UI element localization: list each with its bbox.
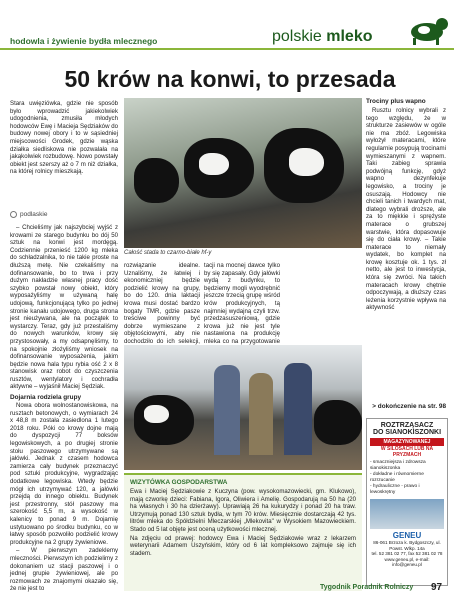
article-column-3: tacji na mocnej dawce tylko by się zapasały. Gdy jałówki wydą z budynku, to będziemy mogli wyodrębnić jeszcze trzecią grupę wśród krów produkcyjnych, tą najmniej wydajną czyli trzw. przedzasuszeniową, gdzie krowa już nie jest tyle nastawiona na produkcję mleka co na przygotowanie xyxy=(204,262,280,345)
continued-note: > dokończenie na str. 98 xyxy=(372,403,446,410)
header-rule xyxy=(0,48,454,50)
farm-profile-box: WIZYTÓWKA GOSPODARSTWA Ewa i Maciej Sędziakowie z Kuczyna (pow. wysokomazowiecki, gm. Klukowo), mają czworkę dzieci: Fabiana, Igora, Oliwiera i Amelię. Gospodarują na 50 ha (20 ha własnych i 30 ha dzierżawy). Uprawiają 26 ha kukurydzy i ponad 20 ha traw. Utrzymują ponad 130 sztuk bydła, w tym 70 krów. Miesięcznie dostarczają 42 tys. litrów mleka do Spółdzielni Mleczarskiej „Mlekovita" w Wysokiem Mazowieckiem. Stado od 5 lat objęte jest oceną użytkowości mlecznej. Na zdjęciu od prawej: hodowcy Ewa i Maciej Sędziakowie wraz z lekarzem weterynarii Adamem Uszyńskim, który od 6 lat kompleksowo zajmuje się ich stadem. xyxy=(124,473,362,591)
magazine-brand: polskie mleko xyxy=(272,28,373,45)
sidebar-column: Trociny plus wapno Rusztu rolnicy wybrali z tego względu, że w strukturze zasiewów w ogóle nie ma zbóż. Legowiska wyłożył materacami, które regularnie posypują trocinami wymieszanymi z wapnem. Taki zabieg sprawia podwójną funkcję, gdyż wapno dezynfekuje legowisko, a trociny je osuszają. Hodowcy nie chcieli tanich i twardych mat, dlatego wybrali droższe, ale za to miękkie i sprężyste materace o grubszej warstwie, która dopasowuje się do ciała krowy. – Takie materace to niemały wydatek, bo komplet na krowę kosztuje ok. 1 tys. zł netto, ale jest to inwestycja, która się zwróci. Na takich materacach krowy chętnie odpoczywają, a dłuższy czas leżenia korzystnie wpływa na aktywność xyxy=(366,98,446,312)
article-lead: Stara uwięziówka, gdzie nie sposób było wprowadzić jakiekolwiek udogodnienia, zmusiła młodych hodowców Ewę i Macieja Sędziaków do budowy nowej obory i to w sąsiedniej miejscowości Grodek, gdzie wąska działka siedliskowa nie pozwalała na jakąkolwiek rozbudowę. Nowo powstały obiekt jest szerszy aż o 7 m niż działka, na której rolnicy mieszkają. xyxy=(10,100,118,176)
cow-icon xyxy=(400,10,450,46)
location-pin-icon xyxy=(10,211,17,218)
farm-profile-heading: WIZYTÓWKA GOSPODARSTWA xyxy=(130,479,228,486)
ad-feature-list: - smaczniejsza i zdrowsza sianokiszonka - dokładne i równomierne rozrzucanie - hydrauliczne - prawo i lewoskrętny xyxy=(370,460,426,495)
photo-caption: Całość stada to czarno-białe hf-y xyxy=(124,250,212,256)
barn-cows-photo xyxy=(124,98,362,248)
machine-photo xyxy=(370,499,444,529)
article-column-1: – Chcieliśmy jak najszybciej wyjść z krowami ze starego budynku bo dój 50 sztuk na konwi jest mordęgą. Codziennie przenieść 1200 kg mleka do schładzalnika, to nie takie proste na dłuższą metę. Nie czekaliśmy na dofinansowanie, bo to trwa i przy dużym nakładzie własnej pracy dość szybko powstał nowy obiekt, który wyposażyliśmy w używaną halę udojową, funkcjonującą tylko po jednej stronie kanału udojowego, druga strona jest nieużywana, ale na początek to wystarczy. Teraz, gdy już przestaliśmy do nowych warunków, krowy się przystosowały, a my odsapnęliśmy, to na spokojnie złożyliśmy wniosek na dofinansowanie wyposażenia, jakim będzie nowa hala typu rybia ość 2 x 8 stanowisk oraz robot do czyszczenia rusztów, wentylatory i cochradła aktywne – wyjaśnił Maciej Sędziak. Dojarnia rodziela grupy Nowa obora wolnostanowiskowa, na rusztach betonowych, o wymiarach 24 x 48,8 m została zasiedlona 1 lutego 2018 roku. Póki co krowy dojne mają do dyspozycji 77 boksów legowiskowych, a po drugiej stronie stołu paszowego utrzymywane są jałówki. Jednak z czasem hodowca zamierza cały budynek przeznaczyć pod sztuki produkcyjne, wygradzając dodatkowe legowiska. Wtedy będzie mógł ich utrzymywać 120, a jałówki przejdą do innego obiektu. Budynek jest przestronny, stół paszowy ma szerokość 5,5 m, a wysokość w kalenicy to ponad 9 m. Dojarnię ustytuowano po środku budynku, co w łatwy sposób pozwoliło podzielić krowy produkcyjne na 2 grupy żywieniowe. – W pierwszym zadeklemy mleczności. Pierwszym ich podzielimy z dokonaniem uz stacji paszowej i o jednej grupie żywieniowej, ale po rozmowach ze znajomymi okazało się, że nie jest to xyxy=(10,224,118,593)
section-label: hodowla i żywienie bydła mlecznego xyxy=(10,36,158,46)
ad-brand: GENEU xyxy=(392,531,422,540)
advertisement[interactable]: ROZTRZĄSACZ DO SIANOKISZONKI MAGAZYNOWANEJ W SILOSACH LUB NA PRYZMACH - smaczniejsza i zdrowsza sianokiszonka - dokładne i równomierne rozrzucanie - hydrauliczne - prawo i lewoskrętny GENEU 86-061 Brzoza k. Bydgoszczy, ul. Powst. Wlkp. 14a tel. 52 381 02 77, fax 52 381 02 78 www.geneu.pl, e-mail: info@geneu.pl xyxy=(366,418,448,586)
publication-name: Tygodnik Poradnik Rolniczy xyxy=(320,584,414,591)
farmers-photo xyxy=(124,345,362,470)
article-column-2: rozwiązanie idealne. Uznaliśmy, że łatwiej i ekonomiczniej będzie podzielić krowy na grupy, bo do 120. dnia laktacji krowa musi dostać bardzo bogaty TMR, gdzie pasze treściwe powinny być dobrze wymieszane z objętościowymi, aby nie dochodziło do ich selekcji, xyxy=(124,262,200,345)
page-header xyxy=(0,0,454,62)
page-number: 97 xyxy=(431,582,443,593)
sidebar-heading: Trociny plus wapno xyxy=(366,98,426,105)
author-region: podlaskie xyxy=(10,211,47,218)
article-title: 50 krów na konwi, to przesada xyxy=(64,66,396,92)
subheading: Dojarnia rodziela grupy xyxy=(10,394,82,402)
